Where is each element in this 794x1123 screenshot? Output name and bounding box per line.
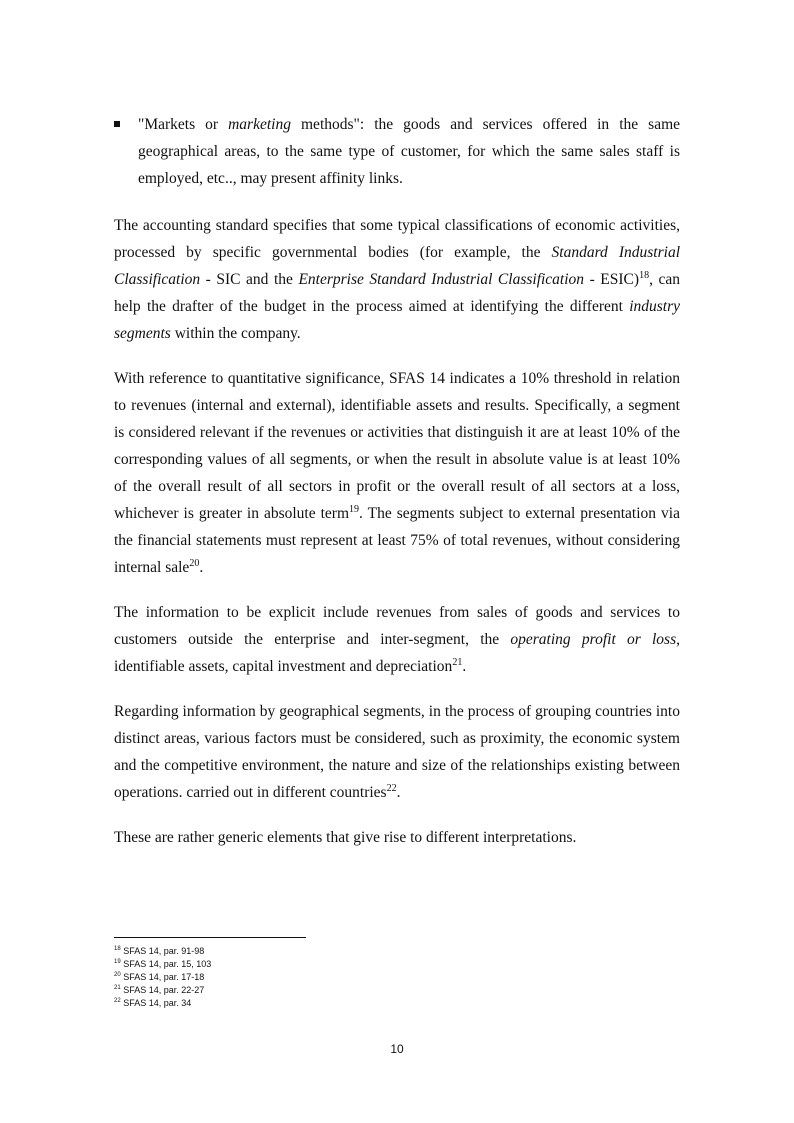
body-text: [114, 212, 680, 869]
paragraph-5: These are rather generic elements that give rise to different interpretations.: [114, 829, 577, 846]
footnotes: [114, 945, 514, 1010]
bullet-square-icon: [114, 121, 120, 127]
footnote-divider: [114, 937, 306, 938]
footnote: $^{20}$ SFAS 14, par. 17-18: [114, 972, 205, 982]
paragraph-3: The information to be explicit include revenues from sales of goods and services to customers outside the enterprise and inter-segment, the operating profit or loss, identifiable assets, capital investment and depreciation$^{21}$.: [114, 604, 680, 675]
bullet-text: "Markets or marketing methods": the goods and services offered in the same geographical areas, to the same type of customer, for which the same sales staff is employed, etc.., may present affinity links.: [138, 116, 681, 187]
footnote: $^{19}$ SFAS 14, par. 15, 103: [114, 959, 212, 969]
footnote: $^{22}$ SFAS 14, par. 34: [114, 998, 192, 1008]
paragraph-1: The accounting standard specifies that some typical classifications of economic activities, processed by specific governmental bodies (for example, the Standard Industrial Classification - SIC and the Enterprise Standard Industrial Classification - ESIC)$^{18}$, can help the drafter of the budget in the process aimed at identifying the different industry segments within the company.: [114, 217, 680, 342]
paragraph-4: Regarding information by geographical segments, in the process of grouping countries into distinct areas, various factors must be considered, such as proximity, the economic system and the competitive environment, the nature and size of the relationships existing between operations. carried out in different countries$^{22}$.: [114, 703, 680, 801]
paragraph-2: With reference to quantitative significance, SFAS 14 indicates a 10% threshold in relation to revenues (internal and external), identifiable assets and results. Specifically, a segment is considered relevant if the revenues or activities that distinguish it are at least 10% of the corresponding values of all segments, or when the result in absolute value is at least 10% of the overall result of all sectors in profit or the overall result of all sectors at a loss, whichever is greater in absolute term$^{19}$. The segments subject to external presentation via the financial statements must represent at least 75% of total revenues, without considering internal sale$^{20}$.: [114, 370, 680, 576]
footnote: $^{21}$ SFAS 14, par. 22-27: [114, 985, 205, 995]
footnote: $^{18}$ SFAS 14, par. 91-98: [114, 946, 205, 956]
page-number: 10: [390, 1042, 404, 1056]
